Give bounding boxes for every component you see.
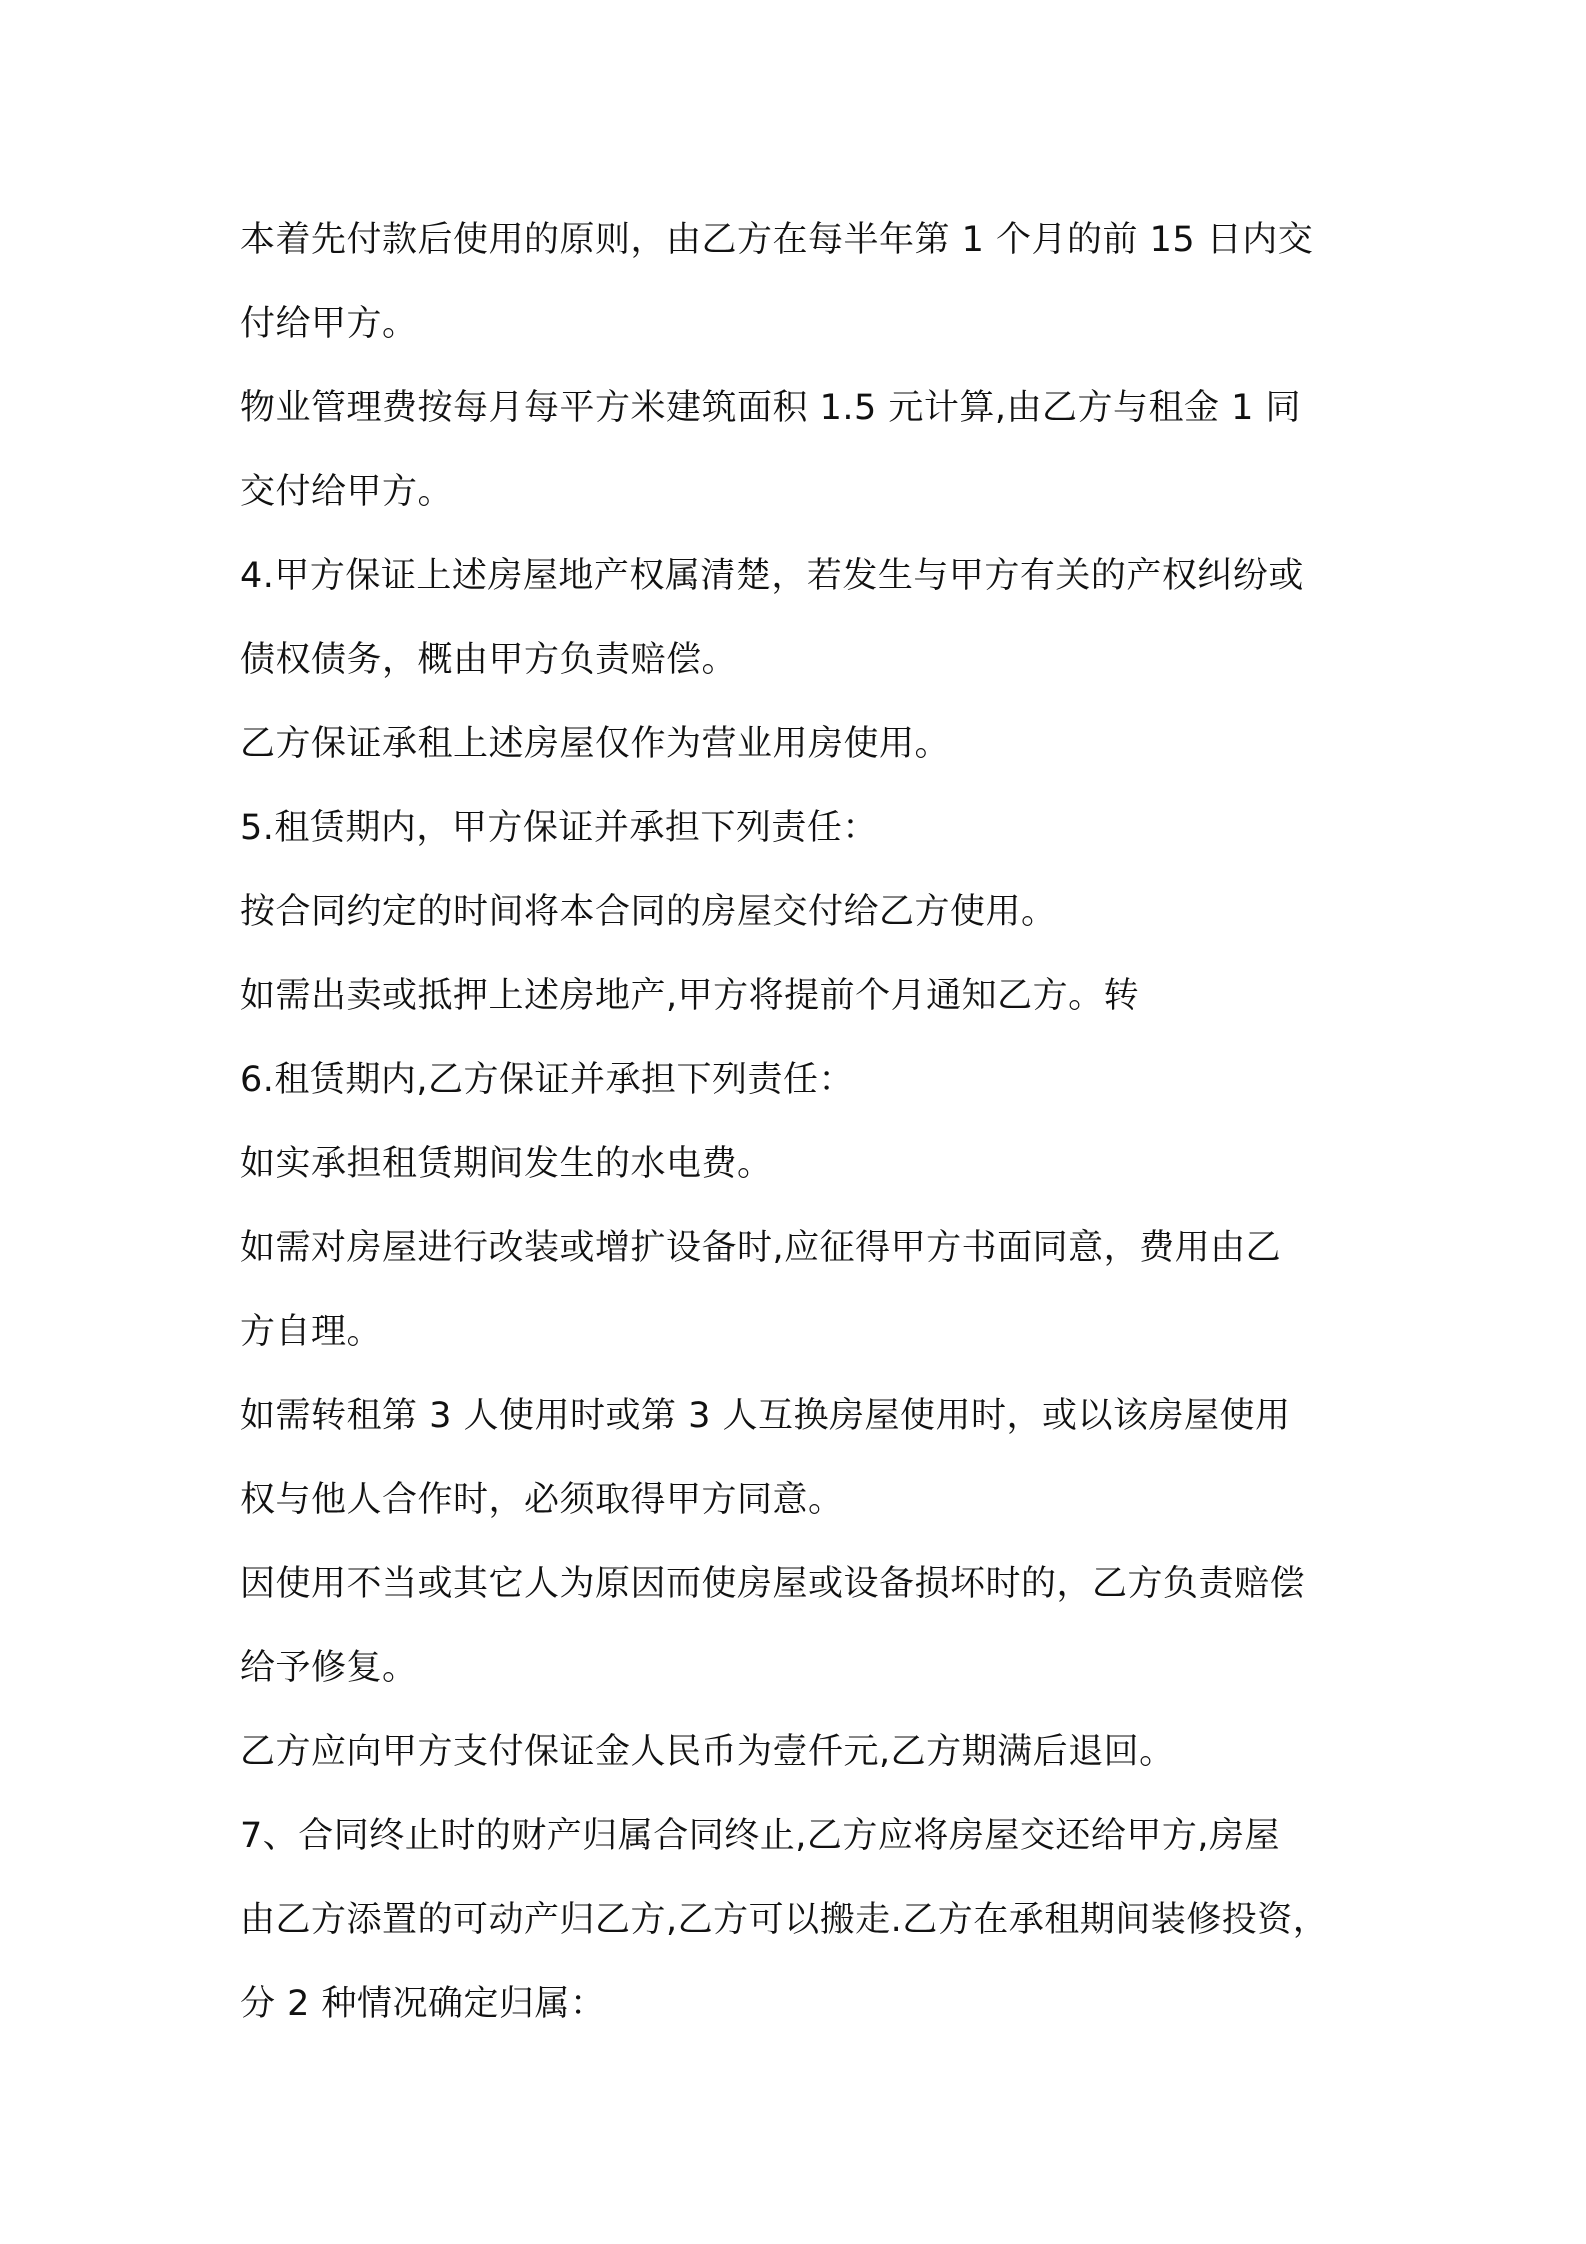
document-body bbox=[240, 198, 1360, 2046]
text-line: 7、合同终止时的财产归属合同终止,乙方应将房屋交还给甲方,房屋 bbox=[240, 1816, 1281, 1856]
text-line: 按合同约定的时间将本合同的房屋交付给乙方使用。 bbox=[240, 892, 1057, 932]
text-line: 乙方应向甲方支付保证金人民币为壹仟元,乙方期满后退回。 bbox=[240, 1732, 1175, 1772]
text-line: 6.租赁期内,乙方保证并承担下列责任： bbox=[240, 1060, 855, 1100]
text-line: 乙方保证承租上述房屋仅作为营业用房使用。 bbox=[240, 724, 951, 764]
text-line: 如需对房屋进行改装或增扩设备时,应征得甲方书面同意，费用由乙 bbox=[240, 1228, 1282, 1268]
text-line: 给予修复。 bbox=[240, 1648, 418, 1688]
text-line: 分 2 种情况确定归属： bbox=[240, 1984, 606, 2024]
text-line: 交付给甲方。 bbox=[240, 472, 454, 512]
text-line: 因使用不当或其它人为原因而使房屋或设备损坏时的，乙方负责赔偿 bbox=[240, 1564, 1306, 1604]
text-line: 如需转租第 3 人使用时或第 3 人互换房屋使用时，或以该房屋使用 bbox=[240, 1396, 1291, 1436]
text-line: 付给甲方。 bbox=[240, 304, 418, 344]
text-line: 5.租赁期内，甲方保证并承担下列责任： bbox=[240, 808, 878, 848]
text-line: 由乙方添置的可动产归乙方,乙方可以搬走.乙方在承租期间装修投资， bbox=[240, 1900, 1329, 1940]
text-line: 本着先付款后使用的原则，由乙方在每半年第 1 个月的前 15 日内交 bbox=[240, 220, 1314, 260]
text-line: 如需出卖或抵押上述房地产,甲方将提前个月通知乙方。转 bbox=[240, 976, 1140, 1016]
text-line: 权与他人合作时，必须取得甲方同意。 bbox=[240, 1480, 844, 1520]
text-line: 物业管理费按每月每平方米建筑面积 1.5 元计算,由乙方与租金 1 同 bbox=[240, 388, 1302, 428]
text-line: 如实承担租赁期间发生的水电费。 bbox=[240, 1144, 773, 1184]
text-line: 方自理。 bbox=[240, 1312, 383, 1352]
text-line: 债权债务，概由甲方负责赔偿。 bbox=[240, 640, 738, 680]
text-line: 4.甲方保证上述房屋地产权属清楚，若发生与甲方有关的产权纠纷或 bbox=[240, 556, 1304, 596]
